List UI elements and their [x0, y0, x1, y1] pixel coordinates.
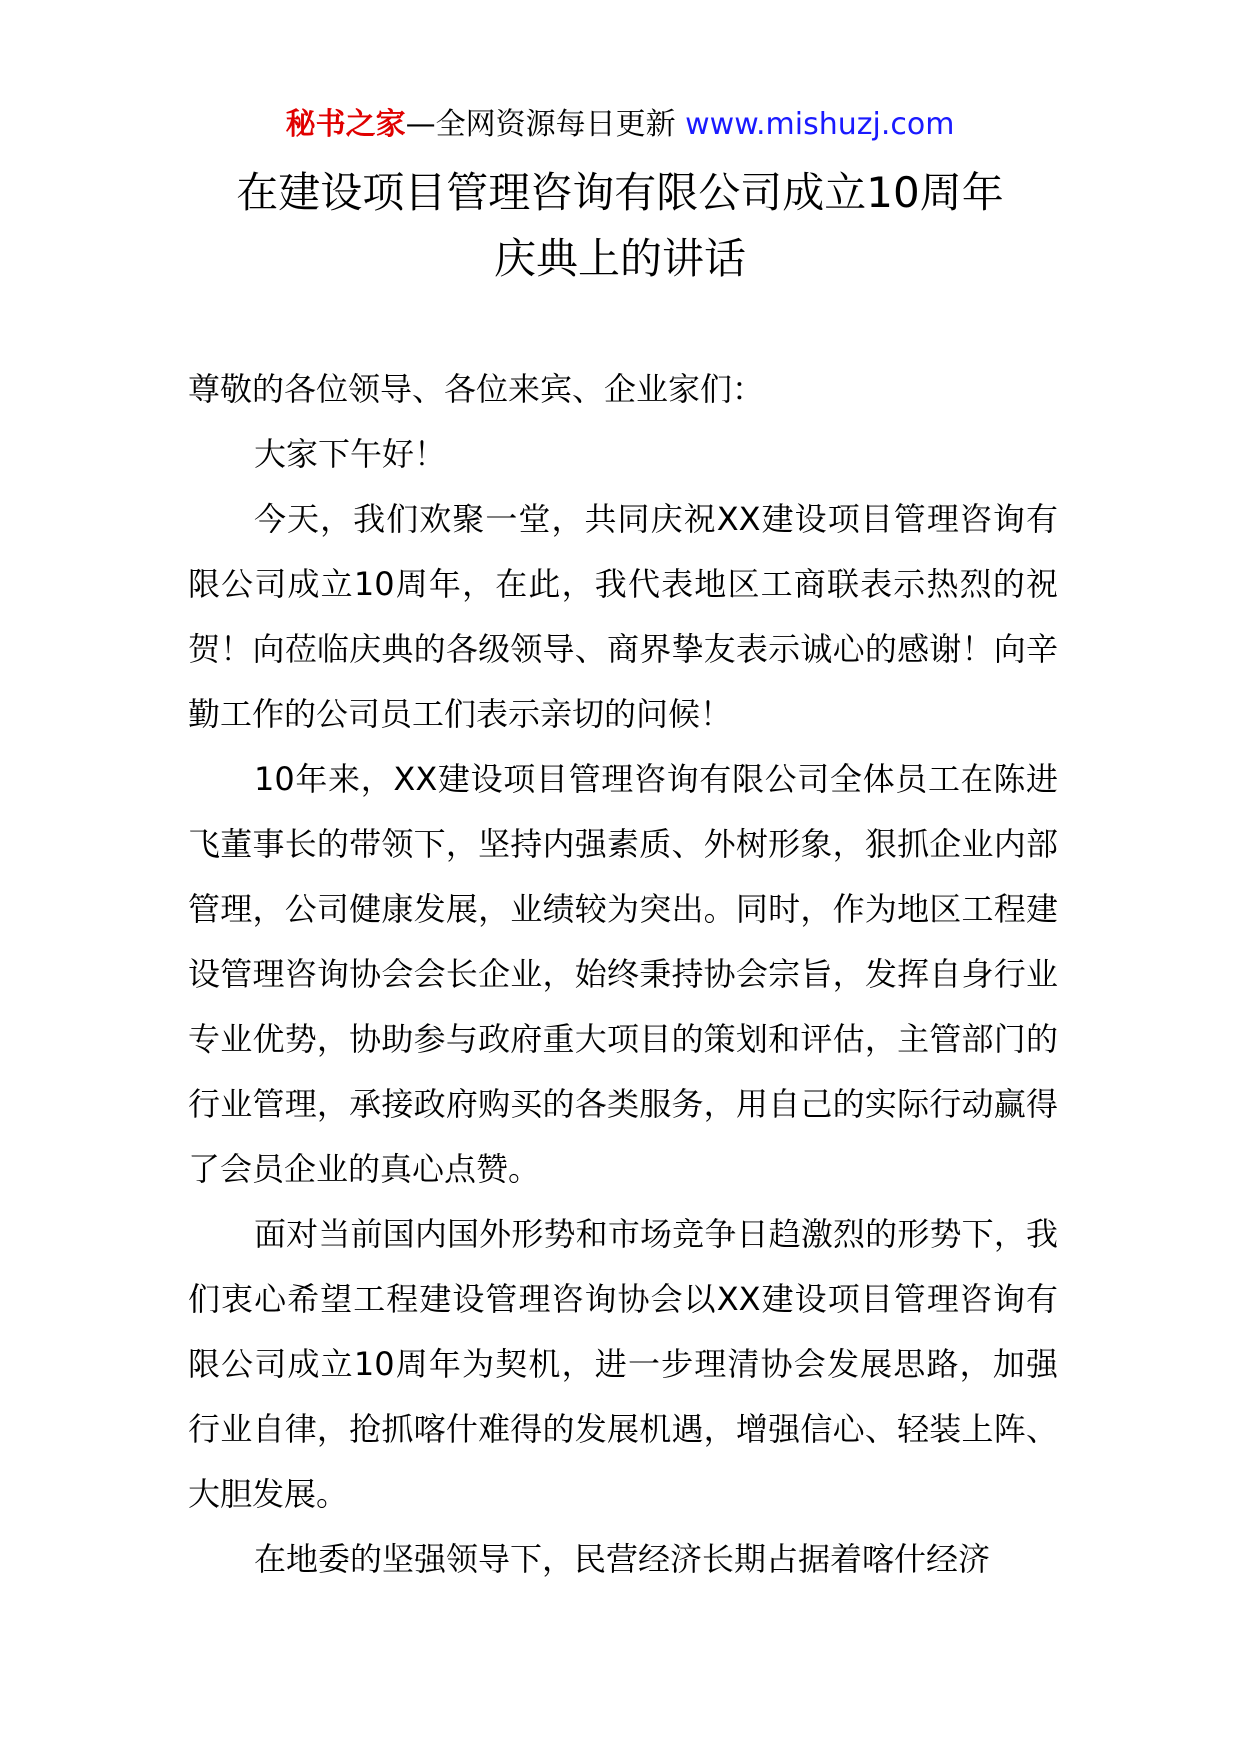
- site-banner: [0, 100, 1240, 150]
- greeting: 大家下午好！: [254, 435, 447, 473]
- title-line-2: 庆典上的讲话: [493, 234, 746, 283]
- speech-body: [188, 357, 1058, 1592]
- site-brand: 秘书之家: [285, 107, 406, 142]
- site-url-link[interactable]: www.mishuzj.com: [685, 107, 955, 142]
- paragraph-1: 今天，我们欢聚一堂，共同庆祝XX建设项目管理咨询有限公司成立10周年，在此，我代表地区工商联表示热烈的祝贺！向莅临庆典的各级领导、商界挚友表示诚心的感谢！向辛勤工作的公司员工们表示亲切的问候！: [188, 500, 1058, 733]
- paragraph-2: 10年来，XX建设项目管理咨询有限公司全体员工在陈进飞董事长的带领下，坚持内强素质、外树形象，狠抓企业内部管理，公司健康发展，业绩较为突出。同时，作为地区工程建设管理咨询协会会长企业，始终秉持协会宗旨，发挥自身行业专业优势，协助参与政府重大项目的策划和评估，主管部门的行业管理，承接政府购买的各类服务，用自己的实际行动赢得了会员企业的真心点赞。: [188, 760, 1058, 1188]
- paragraph-3: 面对当前国内国外形势和市场竞争日趋激烈的形势下，我们衷心希望工程建设管理咨询协会以XX建设项目管理咨询有限公司成立10周年为契机，进一步理清协会发展思路，加强行业自律，抢抓喀什难得的发展机遇，增强信心、轻装上阵、大胆发展。: [188, 1215, 1058, 1513]
- site-tagline: —全网资源每日更新: [405, 107, 686, 142]
- salutation: 尊敬的各位领导、各位来宾、企业家们：: [188, 370, 765, 408]
- title-line-1: 在建设项目管理咨询有限公司成立10周年: [236, 168, 1004, 217]
- document-title: [150, 160, 1090, 292]
- paragraph-4: 在地委的坚强领导下，民营经济长期占据着喀什经济: [254, 1540, 991, 1578]
